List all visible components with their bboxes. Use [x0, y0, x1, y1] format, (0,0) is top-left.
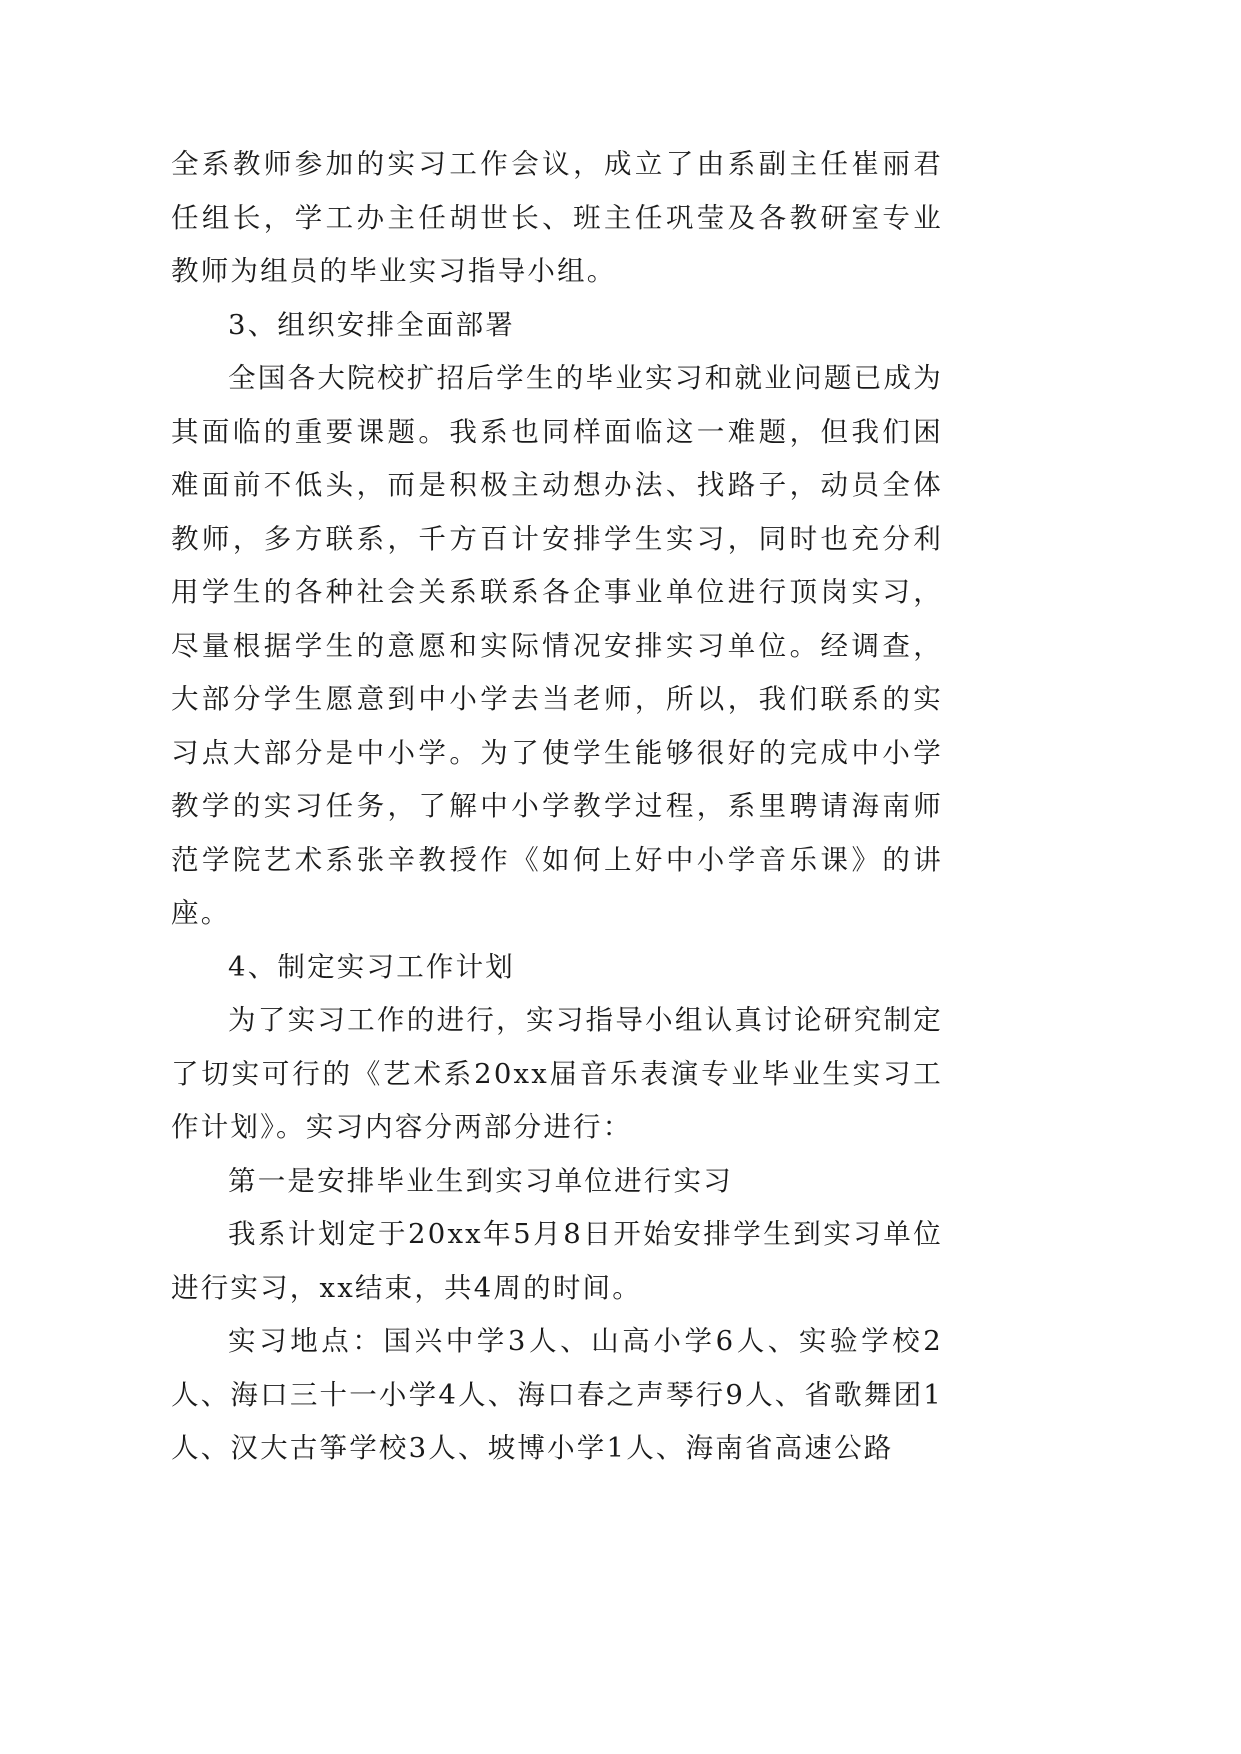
paragraph-schedule: 我系计划定于20xx年5月8日开始安排学生到实习单位进行实习，xx结束，共4周的时间。	[171, 1218, 943, 1304]
section-heading-3: 3、组织安排全面部署	[228, 308, 515, 341]
document-body	[171, 138, 943, 1476]
paragraph-continuation: 全系教师参加的实习工作会议，成立了由系副主任崔丽君任组长，学工办主任胡世长、班主任巩莹及各教研室专业教师为组员的毕业实习指导小组。	[171, 148, 943, 287]
paragraph-locations: 实习地点：国兴中学3人、山高小学6人、实验学校2人、海口三十一小学4人、海口春之声琴行9人、省歌舞团1人、汉大古筝学校3人、坡博小学1人、海南省高速公路	[171, 1325, 943, 1464]
paragraph-part-one: 第一是安排毕业生到实习单位进行实习	[228, 1164, 733, 1197]
section-heading-4: 4、制定实习工作计划	[228, 950, 515, 983]
paragraph-plan: 为了实习工作的进行，实习指导小组认真讨论研究制定了切实可行的《艺术系20xx届音乐表演专业毕业生实习工作计划》。实习内容分两部分进行：	[171, 1004, 943, 1143]
paragraph-organization: 全国各大院校扩招后学生的毕业实习和就业问题已成为其面临的重要课题。我系也同样面临这一难题，但我们困难面前不低头，而是积极主动想办法、找路子，动员全体教师，多方联系，千方百计安排学生实习，同时也充分利用学生的各种社会关系联系各企事业单位进行顶岗实习，尽量根据学生的意愿和实际情况安排实习单位。经调查，大部分学生愿意到中小学去当老师，所以，我们联系的实习点大部分是中小学。为了使学生能够很好的完成中小学教学的实习任务，了解中小学教学过程，系里聘请海南师范学院艺术系张辛教授作《如何上好中小学音乐课》的讲座。	[171, 362, 943, 929]
